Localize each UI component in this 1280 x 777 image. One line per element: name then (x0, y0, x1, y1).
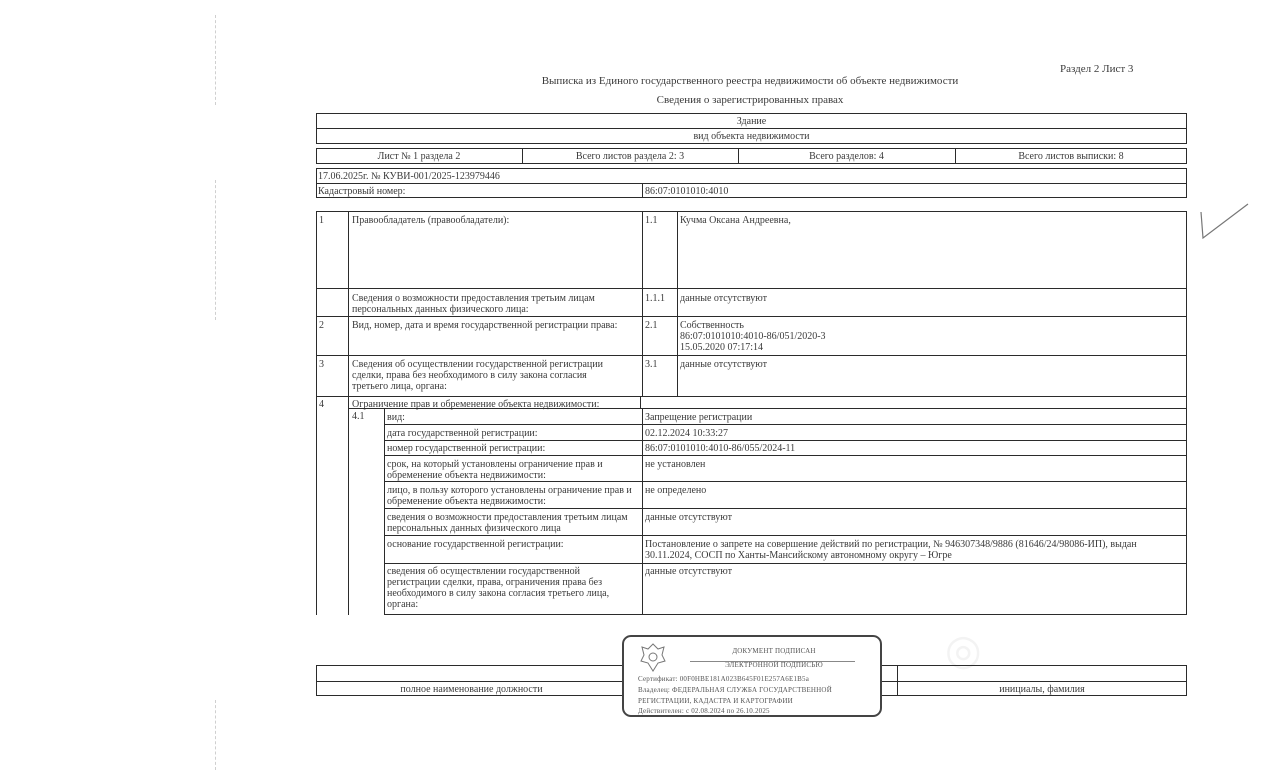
divider (384, 614, 1187, 615)
divider (677, 211, 678, 397)
restriction-label: номер государственной регистрации: (387, 443, 546, 454)
divider (384, 535, 1187, 536)
section-sheets-count: Всего листов раздела 2: 3 (575, 151, 685, 162)
restriction-label: лицо, в пользу которого установлены ограничение прав и обременение объекта недвижимости: (387, 485, 632, 507)
row-label: Сведения об осуществлении государственной регистрации сделки, права без необходимого в силу закона согласия третьего лица, органа: (352, 359, 603, 392)
divider (384, 563, 1187, 564)
stamp-owner: Владелец: ФЕДЕРАЛЬНАЯ СЛУЖБА ГОСУДАРСТВЕННОЙ (638, 686, 832, 694)
restriction-label: сведения о возможности предоставления третьим лицам персональных данных физического лица (387, 512, 628, 534)
divider (640, 396, 641, 408)
electronic-signature-stamp (622, 635, 882, 717)
stamp-line (690, 661, 855, 662)
restriction-label: основание государственной регистрации: (387, 539, 564, 550)
rightholder-name: Кучма Оксана Андреевна, (680, 215, 791, 226)
object-type-label: вид объекта недвижимости (693, 131, 810, 142)
right-registration-date: 15.05.2020 07:17:14 (680, 342, 764, 353)
cadastral-label: Кадастровый номер: (318, 186, 406, 197)
divider (316, 396, 1187, 397)
divider (316, 316, 1187, 317)
divider (316, 288, 1187, 289)
restriction-label: сведения об осуществлении государственной регистрации сделки, права, ограничения права без необходимого в силу закона согласия третьего лица, органа: (387, 566, 610, 610)
sections-count: Всего разделов: 4 (809, 151, 884, 162)
scan-margin-line (215, 700, 216, 770)
stamp-validity: Действителен: с 02.08.2024 по 26.10.2025 (638, 707, 770, 715)
row-value: данные отсутствуют (680, 293, 767, 304)
document-date-number: 17.06.2025г. № КУВИ-001/2025-123979446 (318, 171, 500, 182)
divider (316, 128, 1187, 129)
divider (348, 408, 1187, 409)
row-number: 2 (319, 320, 324, 331)
row-subnumber: 3.1 (645, 359, 658, 370)
checkmark-icon (1198, 200, 1250, 244)
cadastral-number: 86:07:0101010:4010 (645, 186, 729, 197)
row-subnumber: 4.1 (352, 411, 365, 422)
restriction-label: срок, на который установлены ограничение прав и обременение объекта недвижимости: (387, 459, 603, 481)
name-label: инициалы, фамилия (999, 684, 1085, 695)
document-title: Выписка из Единого государственного реестра недвижимости об объекте недвижимости (541, 75, 959, 87)
divider (384, 455, 1187, 456)
section-sheet-label: Раздел 2 Лист 3 (1060, 63, 1134, 75)
restriction-value: 86:07:0101010:4010-86/055/2024-11 (645, 443, 796, 454)
divider (642, 183, 643, 198)
divider (642, 211, 643, 397)
row-label: Правообладатель (правообладатели): (352, 215, 510, 226)
divider (348, 211, 349, 615)
row-subnumber: 1.1.1 (645, 293, 665, 304)
restriction-value: не установлен (645, 459, 706, 470)
stamp-subtitle: ЭЛЕКТРОННОЙ ПОДПИСЬЮ (725, 661, 823, 669)
restriction-value: не определено (645, 485, 707, 496)
stamp-owner-cont: РЕГИСТРАЦИИ, КАДАСТРА И КАРТОГРАФИИ (638, 697, 793, 705)
total-sheets-count: Всего листов выписки: 8 (1018, 151, 1124, 162)
scan-margin-line (215, 15, 216, 105)
restriction-label: дата государственной регистрации: (387, 428, 538, 439)
row-value: данные отсутствуют (680, 359, 767, 370)
row-label: Сведения о возможности предоставления третьим лицам персональных данных физического лица: (352, 293, 595, 315)
object-type: Здание (736, 116, 767, 127)
restriction-basis: Постановление о запрете на совершение действий по регистрации, № 946307348/9886 (81646/24/98086-ИП), выдан 30.11.2024, СОСП по Ханты-Мансийскому автономному округу – Югре (645, 539, 1137, 561)
divider (384, 481, 1187, 482)
divider (384, 440, 1187, 441)
divider (316, 355, 1187, 356)
position-label: полное наименование должности (400, 684, 543, 695)
watermark-logo: ◎ (945, 625, 984, 674)
document-subtitle: Сведения о зарегистрированных правах (656, 94, 844, 106)
sheet-number: Лист № 1 раздела 2 (377, 151, 461, 162)
stamp-certificate: Сертификат: 00F0HBE181A023B645F01E257A6E1B5a (638, 675, 810, 683)
right-type: Собственность (680, 320, 744, 331)
stamp-title: ДОКУМЕНТ ПОДПИСАН (732, 647, 816, 655)
row-label: Ограничение прав и обременение объекта недвижимости: (352, 399, 600, 410)
row-number: 3 (319, 359, 324, 370)
row-label: Вид, номер, дата и время государственной регистрации права: (352, 320, 618, 331)
restriction-label: вид: (387, 412, 405, 423)
row-subnumber: 1.1 (645, 215, 658, 226)
restriction-value: данные отсутствуют (645, 512, 732, 523)
row-subnumber: 2.1 (645, 320, 658, 331)
restriction-value: данные отсутствуют (645, 566, 732, 577)
divider (384, 424, 1187, 425)
scan-margin-line (215, 180, 216, 320)
divider (316, 183, 1187, 184)
row-number: 4 (319, 399, 324, 410)
divider (384, 508, 1187, 509)
right-registration-number: 86:07:0101010:4010-86/051/2020-3 (680, 331, 826, 342)
restriction-value: Запрещение регистрации (645, 412, 753, 423)
row-number: 1 (319, 215, 324, 226)
restriction-value: 02.12.2024 10:33:27 (645, 428, 729, 439)
